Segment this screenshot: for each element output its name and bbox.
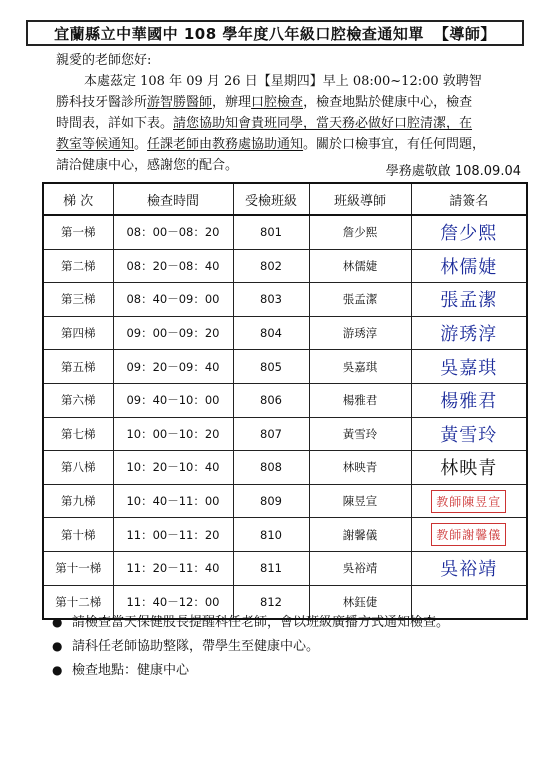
note-text: 請檢查當天保健股長提醒科任老師，會以班級廣播方式通知檢查。: [72, 615, 450, 630]
table-row: [43, 350, 527, 384]
class-cell: 806: [233, 383, 309, 417]
letter-line-4-underline-a: 教室等候通知: [56, 137, 135, 152]
teacher-seal-stamp: 教師陳昱宣: [431, 490, 506, 513]
batch-cell: 第三梯: [43, 283, 113, 317]
signature-cell: [411, 417, 527, 451]
handwritten-signature: 吳裕靖: [440, 559, 498, 581]
signature-cell: [411, 484, 527, 518]
batch-cell: 第一梯: [43, 215, 113, 249]
class-cell: 811: [233, 551, 309, 585]
header-batch: 梯 次: [43, 183, 113, 215]
letter-line-4: [56, 134, 526, 155]
note-text: 檢查地點：健康中心: [72, 663, 190, 678]
note-item: [52, 636, 532, 657]
time-cell: 08：00－08：20: [113, 215, 233, 249]
note-item: [52, 612, 532, 633]
teacher-cell: 陳昱宣: [309, 484, 411, 518]
class-cell: 812: [233, 585, 309, 619]
class-cell: 808: [233, 451, 309, 485]
note-item: [52, 660, 532, 681]
teacher-cell: 游琇淳: [309, 316, 411, 350]
signature-cell: [411, 215, 527, 249]
teacher-cell: 林映青: [309, 451, 411, 485]
letter-line-2-text-c: ，檢查地點於健康中心，檢查: [303, 95, 473, 110]
letter-line-1-text: 本處茲定 108 年 09 月 26 日【星期四】早上 08:00~12:00 敦聘智: [84, 74, 482, 89]
header-time: 檢查時間: [113, 183, 233, 215]
time-cell: 10：00－10：20: [113, 417, 233, 451]
header-teacher: 班級導師: [309, 183, 411, 215]
signature-cell: [411, 551, 527, 585]
class-cell: 805: [233, 350, 309, 384]
letter-line-4-text-a: 。: [134, 137, 148, 152]
teacher-cell: 吳嘉琪: [309, 350, 411, 384]
schedule-table: [42, 182, 528, 620]
handwritten-signature: 游琇淳: [440, 324, 498, 346]
class-cell: 801: [233, 215, 309, 249]
letter-line-2-text-b: ，辦理: [212, 95, 252, 110]
notice-title: 宜蘭縣立中華國中 108 學年度八年級口腔檢查通知單: [54, 24, 424, 43]
batch-cell: 第十二梯: [43, 585, 113, 619]
table-row: [43, 484, 527, 518]
time-cell: 08：20－08：40: [113, 249, 233, 283]
table-row: [43, 417, 527, 451]
batch-cell: 第八梯: [43, 451, 113, 485]
time-cell: 09：40－10：00: [113, 383, 233, 417]
table-row: [43, 518, 527, 552]
class-cell: 804: [233, 316, 309, 350]
table-row: [43, 451, 527, 485]
table-row: [43, 215, 527, 249]
letter-line-3-underline: 請您協助知會貴班同學，當天務必做好口腔清潔，在: [173, 116, 473, 131]
teacher-cell: 黃雪玲: [309, 417, 411, 451]
class-cell: 803: [233, 283, 309, 317]
letter-line-2-underline-a: 游智勝醫師: [147, 95, 213, 110]
letter-line-4-text-b: 。關於口檢事宜，有任何問題，: [303, 137, 486, 152]
letter-line-5-text: 請洽健康中心，感謝您的配合。: [56, 158, 239, 173]
table-row: [43, 283, 527, 317]
table-row: [43, 383, 527, 417]
signature-cell: [411, 249, 527, 283]
teacher-cell: 楊雅君: [309, 383, 411, 417]
time-cell: 11：40－12：00: [113, 585, 233, 619]
notice-title-box: [26, 20, 524, 46]
time-cell: 11：00－11：20: [113, 518, 233, 552]
signature-cell: [411, 283, 527, 317]
time-cell: 09：20－09：40: [113, 350, 233, 384]
bullet-icon: ●: [52, 639, 63, 653]
class-cell: 810: [233, 518, 309, 552]
batch-cell: 第七梯: [43, 417, 113, 451]
table-row: [43, 551, 527, 585]
teacher-cell: 林鈺倢: [309, 585, 411, 619]
header-class: 受檢班級: [233, 183, 309, 215]
teacher-seal-stamp: 教師謝馨儀: [431, 523, 506, 546]
batch-cell: 第五梯: [43, 350, 113, 384]
handwritten-signature: 黃雪玲: [440, 424, 498, 446]
batch-cell: 第十一梯: [43, 551, 113, 585]
time-cell: 11：20－11：40: [113, 551, 233, 585]
note-text: 請科任老師協助整隊，帶學生至健康中心。: [72, 639, 320, 654]
signature-cell: [411, 316, 527, 350]
notes-list: [52, 612, 532, 684]
batch-cell: 第四梯: [43, 316, 113, 350]
teacher-cell: 謝馨儀: [309, 518, 411, 552]
batch-cell: 第九梯: [43, 484, 113, 518]
teacher-cell: 詹少熙: [309, 215, 411, 249]
handwritten-signature: 吳嘉琪: [440, 357, 498, 379]
signature-cell: [411, 350, 527, 384]
class-cell: 807: [233, 417, 309, 451]
time-cell: 08：40－09：00: [113, 283, 233, 317]
handwritten-signature: 林儒婕: [440, 256, 498, 278]
letter-line-2-underline-b: 口腔檢查: [251, 95, 304, 110]
class-cell: 802: [233, 249, 309, 283]
issuer-signature: 學務處敬啟 108.09.04: [385, 164, 521, 179]
teacher-cell: 張孟潔: [309, 283, 411, 317]
schedule-header-row: [43, 183, 527, 215]
signature-cell: [411, 451, 527, 485]
batch-cell: 第六梯: [43, 383, 113, 417]
teacher-cell: 林儒婕: [309, 249, 411, 283]
handwritten-signature: 詹少熙: [440, 223, 498, 245]
time-cell: 10：20－10：40: [113, 451, 233, 485]
table-row: [43, 249, 527, 283]
notice-role: 【導師】: [433, 24, 496, 43]
bullet-icon: ●: [52, 615, 63, 629]
batch-cell: 第十梯: [43, 518, 113, 552]
letter-line-3-text: 時間表，詳如下表。: [56, 116, 174, 131]
handwritten-signature: 楊雅君: [440, 391, 498, 413]
bullet-icon: ●: [52, 663, 63, 677]
letter-line-2-text-a: 勝科技牙醫診所: [56, 95, 148, 110]
time-cell: 10：40－11：00: [113, 484, 233, 518]
letter-greeting: 親愛的老師您好:: [56, 53, 152, 68]
table-row: [43, 316, 527, 350]
letter-line-4-underline-b: 任課老師由教務處協助通知: [147, 137, 304, 152]
signature-cell: [411, 383, 527, 417]
handwritten-signature: 林映青: [440, 458, 498, 480]
letter-body: [56, 50, 526, 176]
handwritten-signature: 張孟潔: [440, 290, 498, 312]
teacher-cell: 吳裕靖: [309, 551, 411, 585]
schedule-body: [43, 215, 527, 619]
letter-line-1: [56, 71, 526, 92]
batch-cell: 第二梯: [43, 249, 113, 283]
class-cell: 809: [233, 484, 309, 518]
letter-line-2: [56, 92, 526, 113]
signature-cell: [411, 518, 527, 552]
header-signature: 請簽名: [411, 183, 527, 215]
time-cell: 09：00－09：20: [113, 316, 233, 350]
letter-line-3: [56, 113, 526, 134]
